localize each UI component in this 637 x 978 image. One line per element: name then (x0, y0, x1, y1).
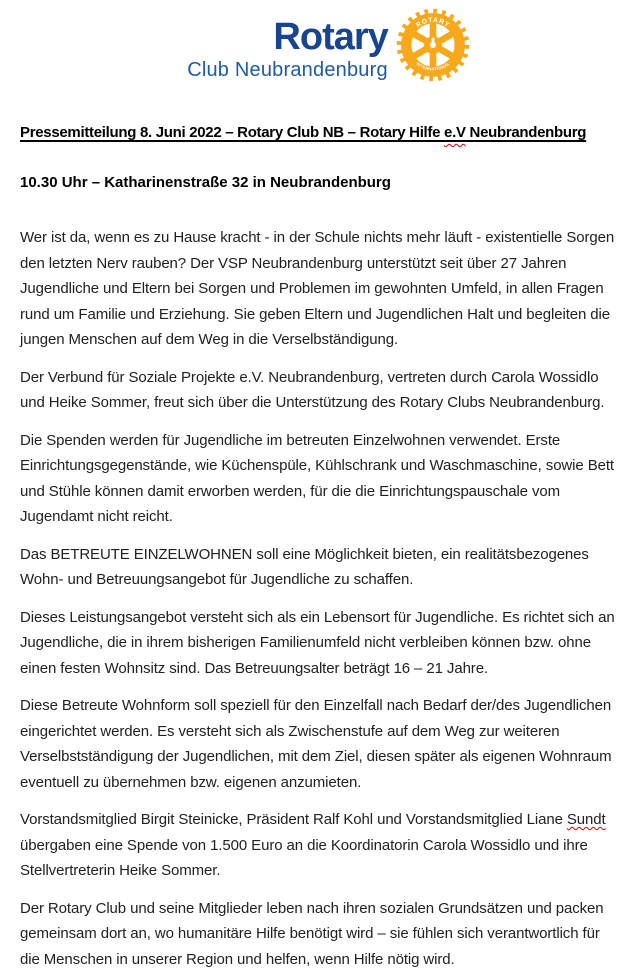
text-segment: Vorstandsmitglied Birgit Steinicke, Präsident Ralf Kohl und Vorstandsmitglied Liane (20, 811, 567, 828)
club-name-label: Club Neubrandenburg (187, 59, 388, 81)
rotary-logo-text (187, 10, 388, 82)
paragraph-spenden-verwendung: Die Spenden werden für Jugendliche im betreuten Einzelwohnen verwendet. Erste Einrichtungsgegenstände, wie Küchenspüle, Kühlschrank und Waschmaschine, sowie Bett und Stühle können damit erworben werden, für die die Einrichtungspauschale vom Jugendamt nicht reicht. (20, 431, 614, 525)
press-release-body (20, 225, 617, 972)
text-segment: übergaben eine Spende von 1.500 Euro an die Koordinatorin Carola Wossidlo und ihre Stellvertreterin Heike Sommer. (20, 836, 588, 879)
paragraph-verbund-thanks: Der Verbund für Soziale Projekte e.V. Neubrandenburg, vertreten durch Carola Wossidlo und Heike Sommer, freut sich über die Unterstützung des Rotary Clubs Neubrandenburg. (20, 368, 605, 411)
spellcheck-marked-word: e.V (444, 124, 466, 141)
text-segment: Pressemitteilung 8. Juni 2022 – Rotary Club NB – Rotary Hilfe (20, 124, 445, 141)
paragraph-spendenuebergabe (20, 807, 617, 884)
rotary-wordmark: Rotary (273, 16, 388, 58)
spellcheck-marked-word: Sundt (566, 811, 606, 828)
wheel-bottom-text: INTERNATIONAL (415, 60, 451, 72)
wheel-top-text: ROTARY (414, 16, 451, 30)
paragraph-wohnform: Diese Betreute Wohnform soll speziell für den Einzelfall nach Bedarf der/des Jugendlichen eingerichtet werden. Es versteht sich als Zwischenstufe auf dem Weg zur weiteren Verselbstständigung der Jugendlichen, mit dem Ziel, diesen später als eigenen Wohnraum eventuell zu übernehmen bzw. eigenen anzumieten. (20, 697, 612, 791)
paragraph-intro-vsp: Wer ist da, wenn es zu Hause kracht - in der Schule nichts mehr läuft - existentielle Sorgen den letzten Nerv rauben? Der VSP Neubrandenburg unterstützt seit über 27 Jahren Jugendliche und Eltern bei Sorgen und Problemen im gewohnten Umfeld, in allen Fragen rund um Familie und Erziehung. Sie geben Eltern und Jugendlichen Halt und begleiten die jungen Menschen auf dem Weg in die Verselbständigung. (20, 229, 615, 348)
paragraph-leistungsangebot: Dieses Leistungsangebot versteht sich als ein Lebensort für Jugendliche. Es richtet sich an Jugendliche, die in ihrem bisherigen Familienumfeld nicht verbleiben können bzw. ohne einen festen Wohnsitz sind. Das Betreuungsalter beträgt 16 – 21 Jahre. (20, 608, 615, 677)
event-time-location-subtitle: 10.30 Uhr – Katharinenstraße 32 in Neubrandenburg (20, 174, 391, 191)
text-segment: Neubrandenburg (465, 124, 587, 141)
press-release-title (20, 124, 617, 141)
paragraph-betreutes-einzelwohnen: Das BETREUTE EINZELWOHNEN soll eine Möglichkeit bieten, ein realitätsbezogenes Wohn- und Betreuungsangebot für Jugendliche zu schaffen. (20, 545, 589, 588)
paragraph-rotary-grundsaetze: Der Rotary Club und seine Mitglieder leben nach ihren sozialen Grundsätzen und packen gemeinsam dort an, wo humanitäre Hilfe benötigt wird – sie fühlen sich verantwortlich für die Menschen in unserer Region und helfen, wenn Hilfe nötig wird. (20, 899, 604, 968)
rotary-wheel-icon (396, 8, 470, 82)
rotary-logo (30, 10, 627, 82)
